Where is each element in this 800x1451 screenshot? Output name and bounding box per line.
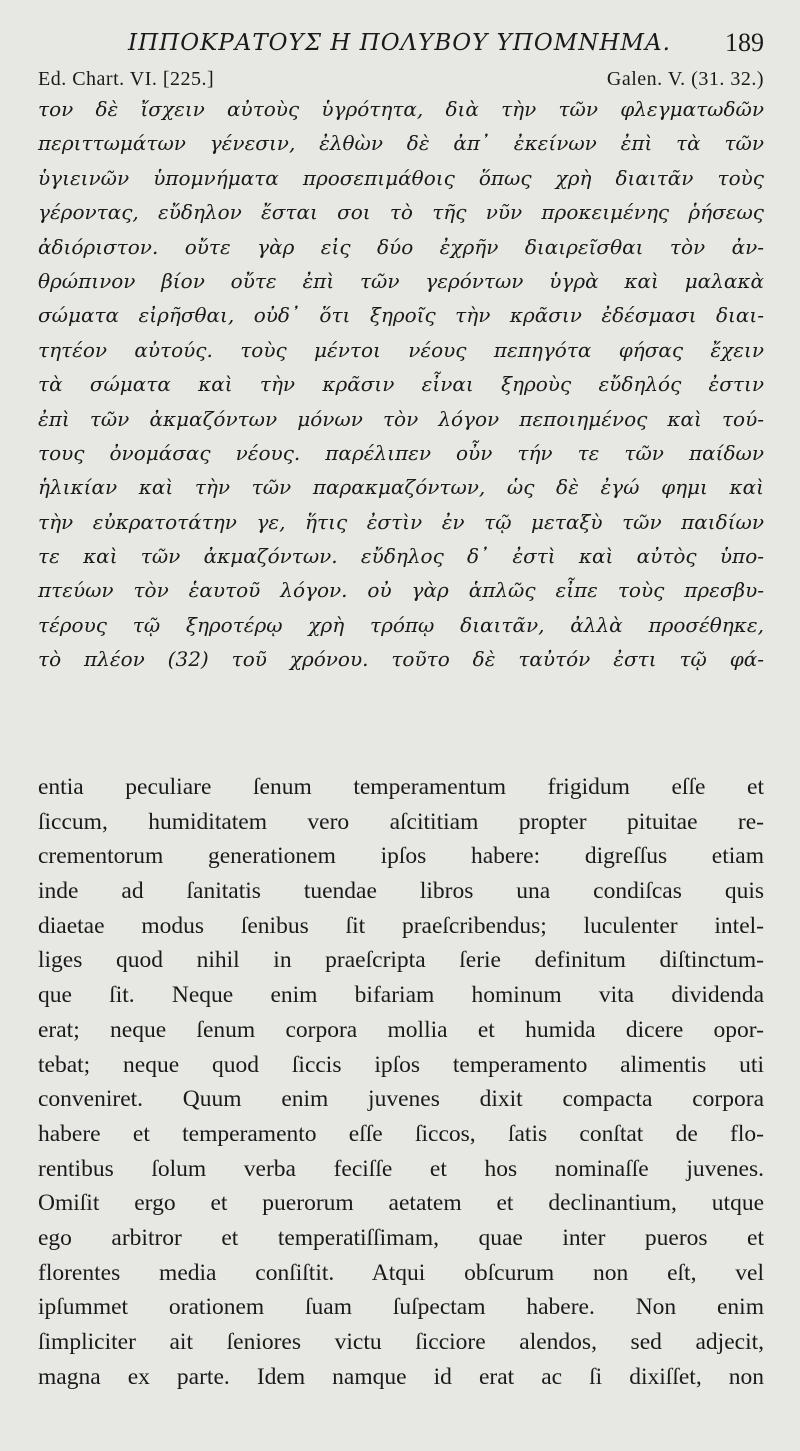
greek-line: περιττωμάτων γένεσιν, ἐλθὼν δὲ ἀπ᾽ ἐκείνων ἐπὶ τὰ τῶν [38,131,764,156]
latin-line: ego arbitror et temperatiſſimam, quae inter pueros et [38,1224,764,1251]
latin-line: magna ex parte. Idem namque id erat ac ſi dixiſſet, non [38,1363,764,1390]
latin-line: ipſummet orationem ſuam ſuſpectam habere. Non enim [38,1294,764,1321]
greek-line: τε καὶ τῶν ἀκμαζόντων. εὔδηλος δ᾽ ἐστὶ καὶ αὐτὸς ὑπο- [38,544,764,569]
edition-reference [0,68,800,94]
greek-text [38,92,764,677]
running-head [0,30,800,64]
greek-line: γέροντας, εὔδηλον ἔσται σοι τὸ τῆς νῦν προκειμένης ῥήσεως [38,200,764,225]
latin-line: entia peculiare ſenum temperamentum frigidum eſſe et [38,774,764,800]
latin-line: ſiccum, humiditatem vero aſcititiam propter pituitae re- [38,808,764,835]
latin-line: tebat; neque quod ſiccis ipſos temperamento alimentis uti [38,1051,764,1078]
running-title: ΙΠΠΟΚΡΑΤΟΥΣ Η ΠΟΛΥΒΟΥ ΥΠΟΜΝΗΜΑ. [128,30,671,56]
latin-line: erat; neque ſenum corpora mollia et humida dicere opor- [38,1016,764,1043]
greek-line: τον δὲ ἴσχειν αὐτοὺς ὑγρότητα, διὰ τὴν τῶν φλεγματωδῶν [38,97,764,121]
greek-line: τητέον αὐτούς. τοὺς μέντοι νέους πεπηγότα φήσας ἔχειν [38,337,764,362]
greek-line: ἡλικίαν καὶ τὴν τῶν παρακμαζόντων, ὡς δὲ ἐγώ φημι καὶ [38,475,764,500]
latin-line: rentibus ſolum verba feciſſe et hos nominaſſe juvenes. [38,1155,764,1182]
greek-line: σώματα εἰρῆσθαι, οὐδ᾽ ὅτι ξηροῖς τὴν κρᾶσιν ἐδέσμασι διαι- [38,303,764,328]
latin-line: diaetae modus ſenibus ſit praeſcribendus; luculenter intel- [38,912,764,939]
latin-line: liges quod nihil in praeſcripta ſerie definitum diſtinctum- [38,947,764,974]
edition-galen: Galen. V. (31. 32.) [606,68,764,90]
latin-line: inde ad ſanitatis tuendae libros una condiſcas quis [38,878,764,905]
greek-line: τὰ σώματα καὶ τὴν κρᾶσιν εἶναι ξηροὺς εὔδηλός ἐστιν [38,372,764,397]
latin-line: conveniret. Quum enim juvenes dixit compacta corpora [38,1086,764,1113]
latin-text [38,770,764,1394]
latin-line: florentes media conſiſtit. Atqui obſcurum non eſt, vel [38,1259,764,1286]
greek-line: τέρους τῷ ξηροτέρῳ χρὴ τρόπῳ διαιτᾶν, ἀλλὰ προσέθηκε, [38,612,764,637]
greek-line: θρώπινον βίον οὔτε ἐπὶ τῶν γερόντων ὑγρὰ καὶ μαλακὰ [38,268,764,293]
greek-line: ὑγιεινῶν ὑπομνήματα προσεπιμάθοις ὅπως χρὴ διαιτᾶν τοὺς [38,165,764,190]
greek-line: τὴν εὐκρατοτάτην γε, ἥτις ἐστὶν ἐν τῷ μεταξὺ τῶν παιδίων [38,509,764,534]
latin-line: ſimpliciter ait ſeniores victu ſicciore alendos, sed adjecit, [38,1329,764,1355]
latin-line: que ſit. Neque enim bifariam hominum vita dividenda [38,982,764,1009]
greek-line: πτεύων τὸν ἑαυτοῦ λόγον. οὐ γὰρ ἁπλῶς εἶπε τοὺς πρεσβυ- [38,578,764,603]
latin-line: Omiſit ergo et puerorum aetatem et declinantium, utque [38,1190,764,1217]
greek-line: ἐπὶ τῶν ἀκμαζόντων μόνων τὸν λόγον πεποιημένος καὶ τού- [38,406,764,431]
latin-line: crementorum generationem ipſos habere: digreſſus etiam [38,843,764,870]
latin-line: habere et temperamento eſſe ſiccos, ſatis conſtat de flo- [38,1120,764,1147]
greek-line: τὸ πλέον (32) τοῦ χρόνου. τοῦτο δὲ ταὐτόν ἐστι τῷ φά- [38,647,764,672]
edition-chartier: Ed. Chart. VI. [225.] [38,68,215,90]
page-number: 189 [725,28,764,57]
greek-line: τους ὀνομάσας νέους. παρέλιπεν οὖν τήν τε τῶν παίδων [38,440,764,465]
greek-line: ἀδιόριστον. οὔτε γὰρ εἰς δύο ἐχρῆν διαιρεῖσθαι τὸν ἀν- [38,234,764,259]
